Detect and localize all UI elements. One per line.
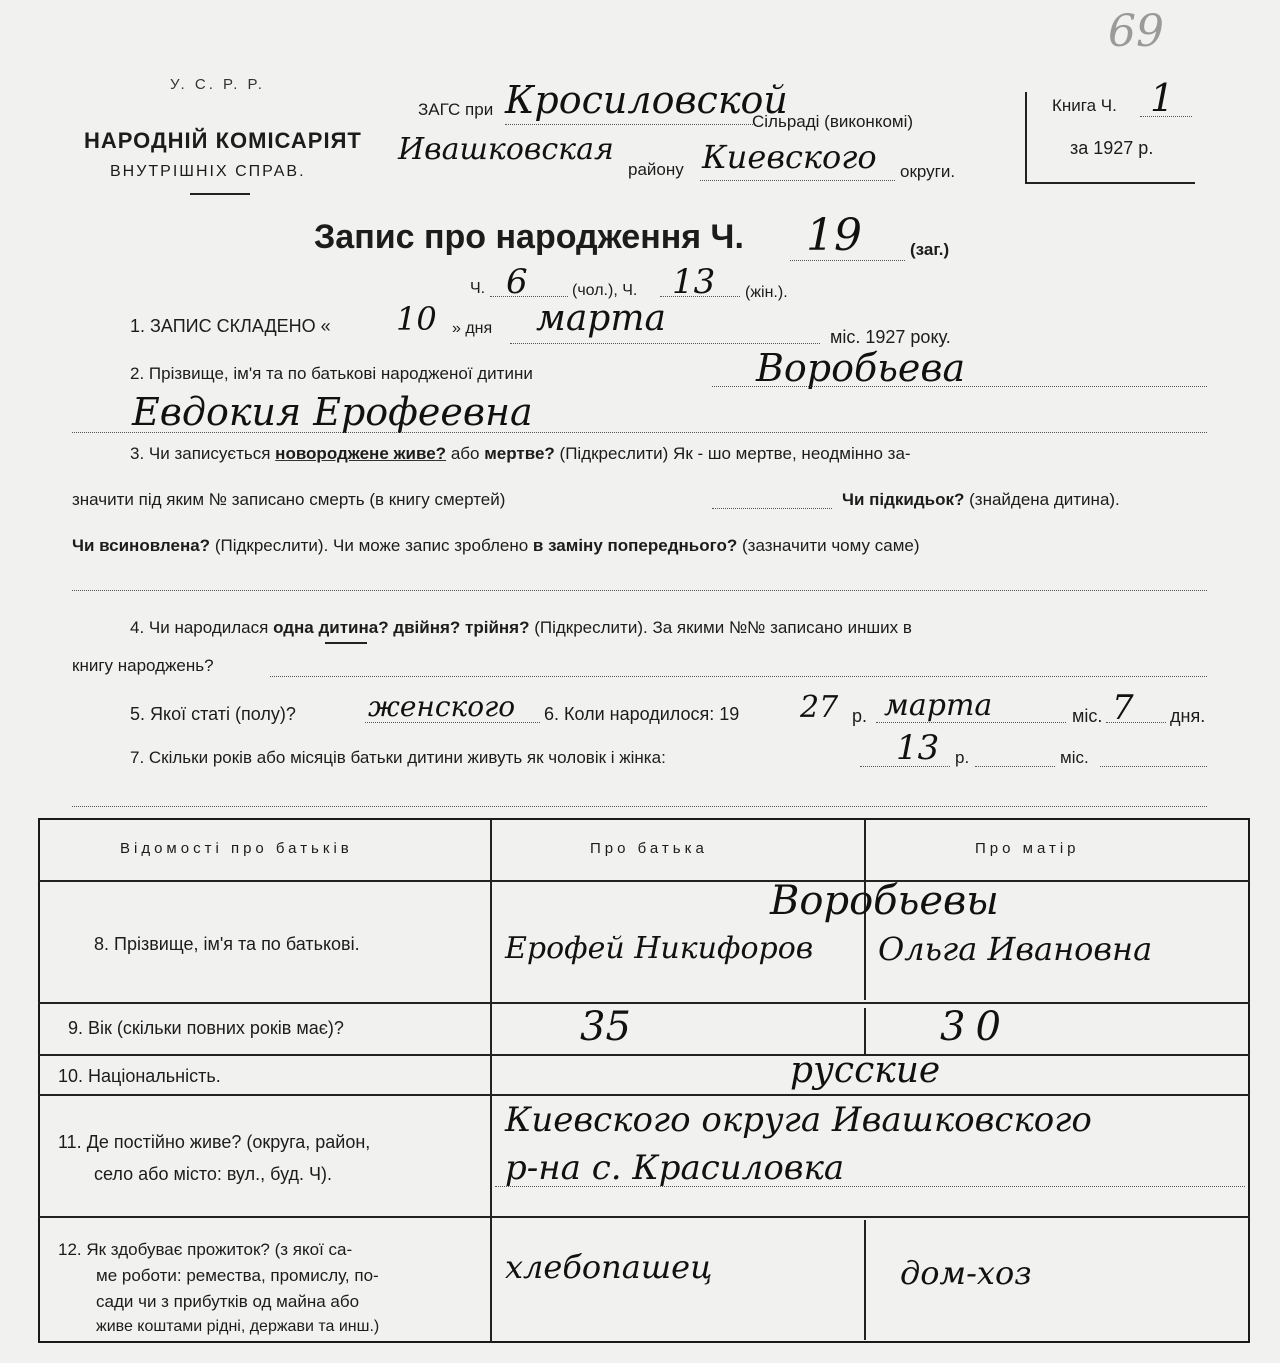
- residence-line2: р-на с. Красиловка: [505, 1148, 845, 1188]
- table-row9-sep: [38, 1054, 1250, 1056]
- child-sex: женского: [368, 690, 516, 723]
- item6-label: 6. Коли народилося: 19: [544, 704, 740, 724]
- item3-foundling-label: Чи підкидьок?: [842, 490, 965, 509]
- marriage-years: 13: [896, 728, 940, 768]
- item1-day: 10: [396, 300, 437, 338]
- item3-l1e: (Підкреслити) Як - шо мертве, неодмінно за-: [559, 444, 911, 463]
- row9-label: 9. Вік (скільки повних років має)?: [68, 1018, 344, 1038]
- item3-dead: мертве?: [484, 444, 555, 463]
- female-label: (жін.).: [745, 284, 788, 301]
- item4-l1c: (Підкреслити). За якими №№ записано инших в: [534, 618, 912, 637]
- item3-line1: [130, 444, 911, 464]
- item4-line1: [130, 618, 912, 638]
- item7-blank-line: [72, 806, 1207, 807]
- item6-day-label: дня.: [1170, 706, 1206, 726]
- item1-after-day: » дня: [452, 320, 493, 337]
- item3-death-line: [712, 508, 832, 509]
- book-year: за 1927 р.: [1070, 138, 1154, 158]
- item4-underline: [325, 642, 367, 644]
- birth-month: марта: [884, 688, 993, 723]
- book-number: 1: [1150, 76, 1175, 120]
- table-header-info: Відомості про батьків: [120, 840, 353, 857]
- item7-r-label: р.: [955, 748, 970, 767]
- row12-label-l4: живе коштами рідні, держави та инш.): [96, 1318, 380, 1335]
- item5-label: 5. Якої статі (полу)?: [130, 704, 296, 724]
- item6-r-label: р.: [852, 706, 868, 726]
- female-count: 13: [672, 262, 716, 302]
- row11-label-l1: 11. Де постійно живе? (округа, район,: [58, 1132, 371, 1152]
- item6-month-line: [876, 722, 1066, 723]
- district-label: районy: [628, 160, 684, 179]
- okrug-line: [700, 180, 895, 181]
- item3-foundling: [842, 490, 1120, 510]
- item3-line2: [72, 490, 505, 510]
- book-label: Книга Ч.: [1052, 96, 1117, 115]
- table-row10-sep: [38, 1094, 1250, 1096]
- residence-line1: Киевского округа Ивашковского: [505, 1100, 1092, 1140]
- item7-label: 7. Скільки років або місяців батьки дитини живуть як чоловік і жінка:: [130, 748, 666, 767]
- archive-number: 69: [1108, 6, 1164, 57]
- table-header-sep: [38, 880, 1250, 882]
- item6-mis-label: міс.: [1072, 706, 1103, 726]
- item7-years-line: [860, 766, 950, 767]
- okrug-name: Киевского: [702, 138, 877, 176]
- item3-l1a: 3. Чи записується: [130, 444, 271, 463]
- item6-day-line: [1106, 722, 1166, 723]
- republic-label: У. С. Р. Р.: [170, 76, 265, 93]
- item2-label: 2. Прізвище, ім'я та по батькові народженої дитини: [130, 364, 533, 383]
- item1-label: 1. ЗАПИС СКЛАДЕНО «: [130, 316, 331, 336]
- father-occupation: хлебопашец: [505, 1248, 713, 1286]
- item3-l2a: значити під яким № записано смерть (в книгу смертей): [72, 490, 506, 509]
- table-row11-sep: [38, 1216, 1250, 1218]
- item7-tail-line: [1100, 766, 1207, 767]
- male-count-line: [490, 296, 568, 297]
- zags-prefix: ЗАГС при: [418, 100, 494, 119]
- row11-line: [495, 1186, 1245, 1187]
- district-name: Ивашковская: [398, 132, 614, 167]
- item3-foundling-note: (знайдена дитина).: [969, 490, 1120, 509]
- item5-sex-line: [365, 722, 540, 723]
- row10-label: 10. Національність.: [58, 1066, 221, 1086]
- zags-suffix: Сільраді (виконкомі): [752, 112, 914, 131]
- row12-label-l2: ме роботи: ремества, промислу, по-: [96, 1266, 379, 1285]
- row8-label: 8. Прізвище, ім'я та по батькові.: [94, 934, 360, 954]
- child-name: Евдокия Ерофеевна: [132, 390, 533, 434]
- book-number-line: [1140, 116, 1192, 117]
- item7-months-line: [975, 766, 1055, 767]
- mother-age: 30: [940, 1004, 1011, 1050]
- book-box-bottom: [1025, 182, 1195, 184]
- zags-village: Кросиловской: [505, 78, 788, 122]
- item3-adopted: Чи всиновлена?: [72, 536, 211, 555]
- record-title: Запис про народження Ч.: [314, 218, 744, 256]
- item4-line2: книгу народжень?: [72, 656, 214, 675]
- male-count: 6: [506, 262, 528, 302]
- record-ch-label: Ч.: [470, 280, 486, 297]
- record-number: 19: [806, 210, 862, 261]
- zags-village-line: [505, 124, 755, 125]
- record-total-suffix: (заг.): [910, 240, 950, 259]
- row12-label-l3: сади чи з прибутків од майна або: [96, 1292, 360, 1311]
- item1-month: марта: [536, 298, 666, 339]
- item3-line3: [72, 536, 920, 556]
- male-label: (чол.), Ч.: [572, 282, 638, 299]
- okrug-label: округи.: [900, 162, 956, 181]
- item4-blank-line: [270, 676, 1207, 677]
- item3-l1c: або: [450, 444, 480, 463]
- record-number-line: [790, 260, 905, 261]
- mother-name: Ольга Ивановна: [878, 930, 1153, 968]
- mother-occupation: дом-хоз: [900, 1254, 1032, 1292]
- item1-year: міс. 1927 року.: [830, 327, 951, 347]
- item3-l3b: (Підкреслити). Чи може запис зроблено: [214, 536, 529, 555]
- birth-year: 27: [800, 690, 839, 725]
- parents-surname: Воробьевы: [770, 878, 999, 924]
- item3-l3d: (зазначити чому саме): [741, 536, 920, 555]
- header-dash: [190, 193, 250, 195]
- table-row8-sep: [38, 1002, 1250, 1004]
- item2-line2: [72, 432, 1207, 433]
- parents-nationality: русские: [790, 1050, 941, 1091]
- birth-day: 7: [1112, 688, 1134, 728]
- table-col-sep-1: [490, 820, 492, 1343]
- item2-line1: [712, 386, 1207, 387]
- item4-options: одна дитина? двійня? трійня?: [273, 618, 530, 637]
- commissariat-title: НАРОДНІЙ КОМІСАРІЯТ: [84, 128, 362, 153]
- commissariat-subtitle: ВНУТРІШНІХ СПРАВ.: [110, 163, 306, 180]
- row11-label-l2: село або місто: вул., буд. Ч).: [94, 1164, 332, 1184]
- father-name: Ерофей Никифоров: [505, 931, 814, 966]
- child-surname: Воробьева: [756, 346, 966, 390]
- table-header-father: Про батька: [590, 840, 708, 857]
- book-box-left: [1025, 92, 1027, 184]
- item1-month-line: [510, 343, 820, 344]
- item7-mis-label: міс.: [1060, 748, 1089, 767]
- item4-l1a: 4. Чи народилася: [130, 618, 269, 637]
- father-age: 35: [580, 1004, 631, 1050]
- item3-replacement: в заміну попереднього?: [532, 536, 738, 555]
- item3-blank-line: [72, 590, 1207, 591]
- table-col-sep-2b: [864, 1008, 866, 1054]
- table-header-mother: Про матір: [975, 840, 1080, 857]
- female-count-line: [660, 296, 740, 297]
- table-col-sep-2c: [864, 1220, 866, 1340]
- item3-live: новороджене живе?: [275, 444, 447, 463]
- row12-label-l1: 12. Як здобуває прожиток? (з якої са-: [58, 1240, 353, 1259]
